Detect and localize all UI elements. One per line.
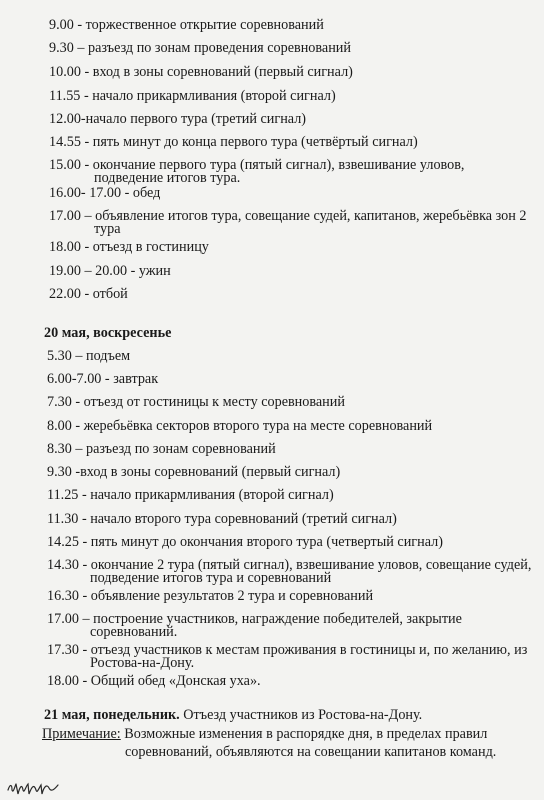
schedule-item: 19.00 – 20.00 - ужин bbox=[49, 263, 171, 279]
schedule-item: 9.30 – разъезд по зонам проведения соревнований bbox=[49, 40, 351, 56]
day21-text: Отъезд участников из Ростова-на-Дону. bbox=[179, 707, 423, 723]
schedule-item: 8.30 – разъезд по зонам соревнований bbox=[47, 441, 276, 457]
signature-image bbox=[6, 776, 76, 798]
schedule-item: 14.30 - окончание 2 тура (пятый сигнал), взвешивание уловов, совещание судей, bbox=[47, 557, 532, 573]
schedule-item: 16.00- 17.00 - обед bbox=[49, 185, 161, 201]
note-line-1 bbox=[42, 726, 487, 742]
note-label: Примечание: bbox=[42, 726, 121, 742]
schedule-item: 17.00 – построение участников, награждение победителей, закрытие bbox=[47, 611, 462, 627]
schedule-item: 9.30 -вход в зоны соревнований (первый сигнал) bbox=[47, 464, 341, 480]
schedule-item: 16.30 - объявление результатов 2 тура и соревнований bbox=[47, 588, 374, 604]
schedule-item-continuation: подведение итогов тура и соревнований bbox=[90, 570, 332, 586]
note-line-2: соревнований, объявляются на совещании капитанов команд. bbox=[125, 744, 497, 760]
schedule-item: 5.30 – подъем bbox=[47, 348, 131, 364]
schedule-item: 11.25 - начало прикармливания (второй сигнал) bbox=[47, 487, 334, 503]
schedule-item: 12.00-начало первого тура (третий сигнал) bbox=[49, 111, 307, 127]
schedule-item: 11.55 - начало прикармливания (второй сигнал) bbox=[49, 88, 336, 104]
schedule-item: 11.30 - начало второго тура соревнований (третий сигнал) bbox=[47, 511, 397, 527]
day21-line bbox=[44, 707, 422, 723]
schedule-item: 22.00 - отбой bbox=[49, 286, 128, 302]
note-text-1: Возможные изменения в распорядке дня, в пределах правил bbox=[120, 726, 488, 742]
schedule-item-continuation: Ростова-на-Дону. bbox=[90, 655, 195, 671]
schedule-item: 10.00 - вход в зоны соревнований (первый сигнал) bbox=[49, 64, 353, 80]
schedule-item: 17.30 - отъезд участников к местам проживания в гостиницы и, по желанию, из bbox=[47, 642, 528, 658]
day20-heading: 20 мая, воскресенье bbox=[44, 325, 172, 341]
schedule-item: 14.55 - пять минут до конца первого тура (четвёртый сигнал) bbox=[49, 134, 418, 150]
schedule-item: 18.00 - отъезд в гостиницу bbox=[49, 239, 209, 255]
schedule-item: 7.30 - отъезд от гостиницы к месту соревнований bbox=[47, 394, 345, 410]
schedule-item: 15.00 - окончание первого тура (пятый сигнал), взвешивание уловов, bbox=[49, 157, 465, 173]
schedule-item: 17.00 – объявление итогов тура, совещание судей, капитанов, жеребьёвка зон 2 bbox=[49, 208, 527, 224]
schedule-item: 8.00 - жеребьёвка секторов второго тура на месте соревнований bbox=[47, 418, 433, 434]
day21-heading: 21 мая, понедельник. bbox=[44, 707, 180, 723]
schedule-item-continuation: подведение итогов тура. bbox=[94, 170, 241, 186]
schedule-item: 6.00-7.00 - завтрак bbox=[47, 371, 159, 387]
schedule-item: 14.25 - пять минут до окончания второго тура (четвертый сигнал) bbox=[47, 534, 443, 550]
schedule-item-continuation: соревнований. bbox=[90, 624, 178, 640]
schedule-item: 18.00 - Общий обед «Донская уха». bbox=[47, 673, 261, 689]
schedule-item-continuation: тура bbox=[94, 221, 121, 237]
schedule-item: 9.00 - торжественное открытие соревнований bbox=[49, 17, 324, 33]
